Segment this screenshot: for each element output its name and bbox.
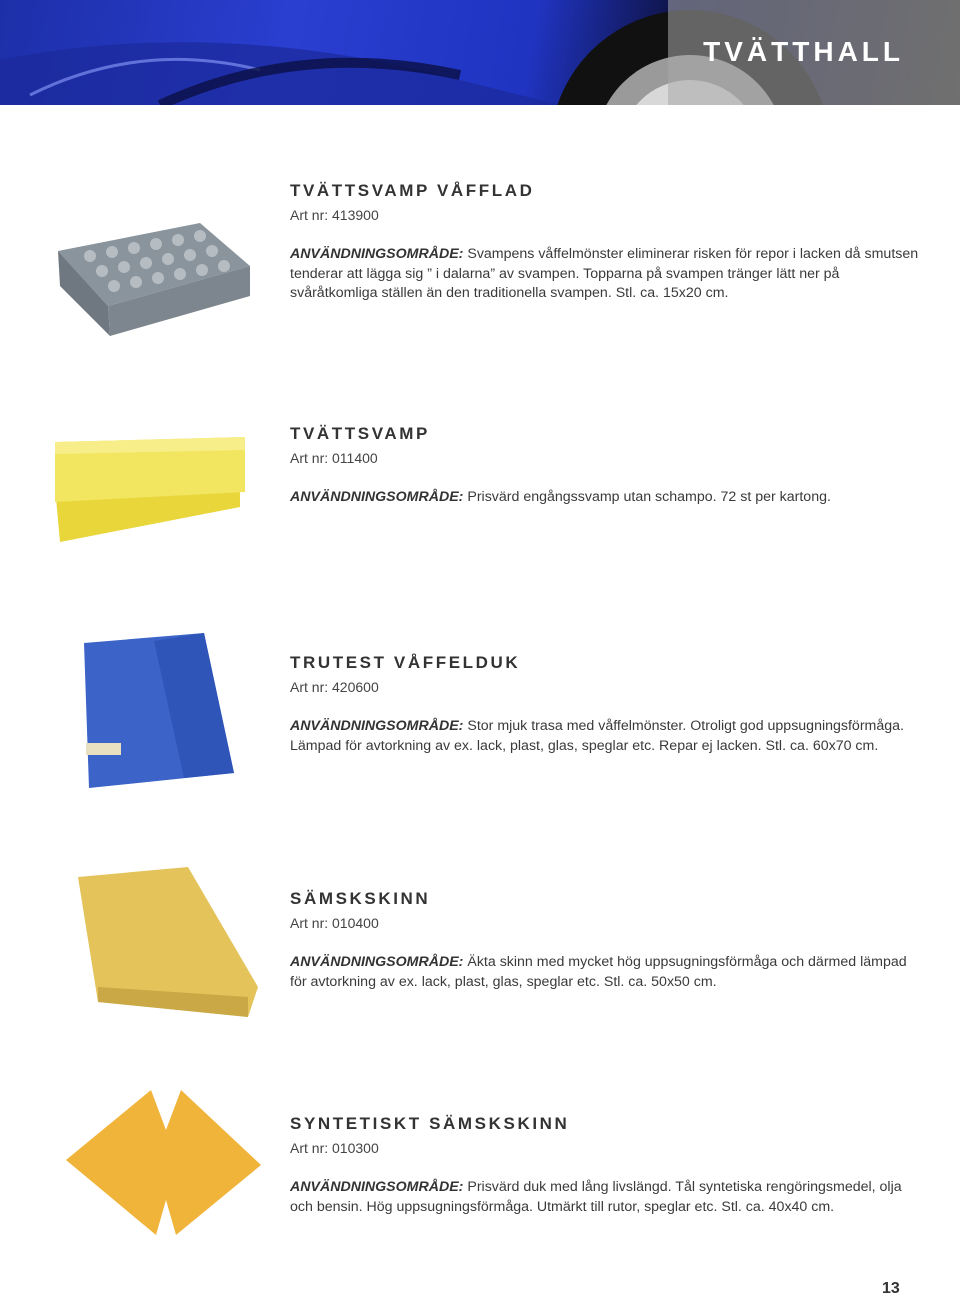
section-title: TVÄTTHALL [703,36,904,67]
synthetic-chamois-image [66,1090,266,1255]
product-sponge [0,424,960,544]
product-title: TVÄTTSVAMP VÅFFLAD [290,181,535,200]
product-waffle-sponge [0,181,960,341]
product-title: SÄMSKSKINN [290,889,431,908]
blue-cloth-image [74,633,244,798]
usage-label: ANVÄNDNINGSOMRÅDE: [290,718,464,734]
article-number: Art nr: 413900 [290,207,379,223]
chamois-image [78,867,263,1027]
product-description: ANVÄNDNINGSOMRÅDE: Äkta skinn med mycket hög uppsugningsförmåga och därmed lämpad för avtorkning av ex. lack, plast, glas, speglar etc. Stl. ca. 50x50 cm. [290,954,907,990]
product-title: TRUTEST VÅFFELDUK [290,653,521,672]
product-description: ANVÄNDNINGSOMRÅDE: Svampens våffelmönster eliminerar risken för repor i lacken då smutsen tenderar att lägga sig ” i dalarna” av svampen. Topparna på svampen tränger lätt ner på svåråtkomliga ställen än den traditionella svampen. Stl. ca. 15x20 cm. [290,246,919,301]
product-title: SYNTETISKT SÄMSKSKINN [290,1114,570,1133]
usage-label: ANVÄNDNINGSOMRÅDE: [290,246,464,262]
waffle-sponge-image [50,211,260,341]
usage-label: ANVÄNDNINGSOMRÅDE: [290,1179,464,1195]
usage-label: ANVÄNDNINGSOMRÅDE: [290,954,464,970]
article-number: Art nr: 010300 [290,1140,379,1156]
product-waffle-cloth [0,653,960,813]
page-number: 13 [882,1280,900,1297]
product-description: ANVÄNDNINGSOMRÅDE: Prisvärd duk med lång livslängd. Tål syntetiska rengöringsmedel, olja och bensin. Hög uppsugningsförmåga. Utmärkt till rutor, speglar etc. Stl. ca. 40x40 cm. [290,1179,902,1215]
product-title: TVÄTTSVAMP [290,424,430,443]
article-number: Art nr: 420600 [290,679,379,695]
product-synthetic-chamois [0,1114,960,1264]
product-description: ANVÄNDNINGSOMRÅDE: Stor mjuk trasa med våffelmönster. Otroligt god uppsugningsförmåga. Lämpad för avtorkning av ex. lack, plast, glas, speglar etc. Repar ej lacken. Stl. ca. 60x70 cm. [290,718,904,754]
yellow-sponge-image [50,432,250,547]
article-number: Art nr: 011400 [290,450,378,466]
product-description: ANVÄNDNINGSOMRÅDE: Prisvärd engångssvamp utan schampo. 72 st per kartong. [290,489,831,505]
usage-label: ANVÄNDNINGSOMRÅDE: [290,489,464,505]
product-chamois [0,889,960,1029]
header-banner [0,0,960,105]
article-number: Art nr: 010400 [290,915,379,931]
